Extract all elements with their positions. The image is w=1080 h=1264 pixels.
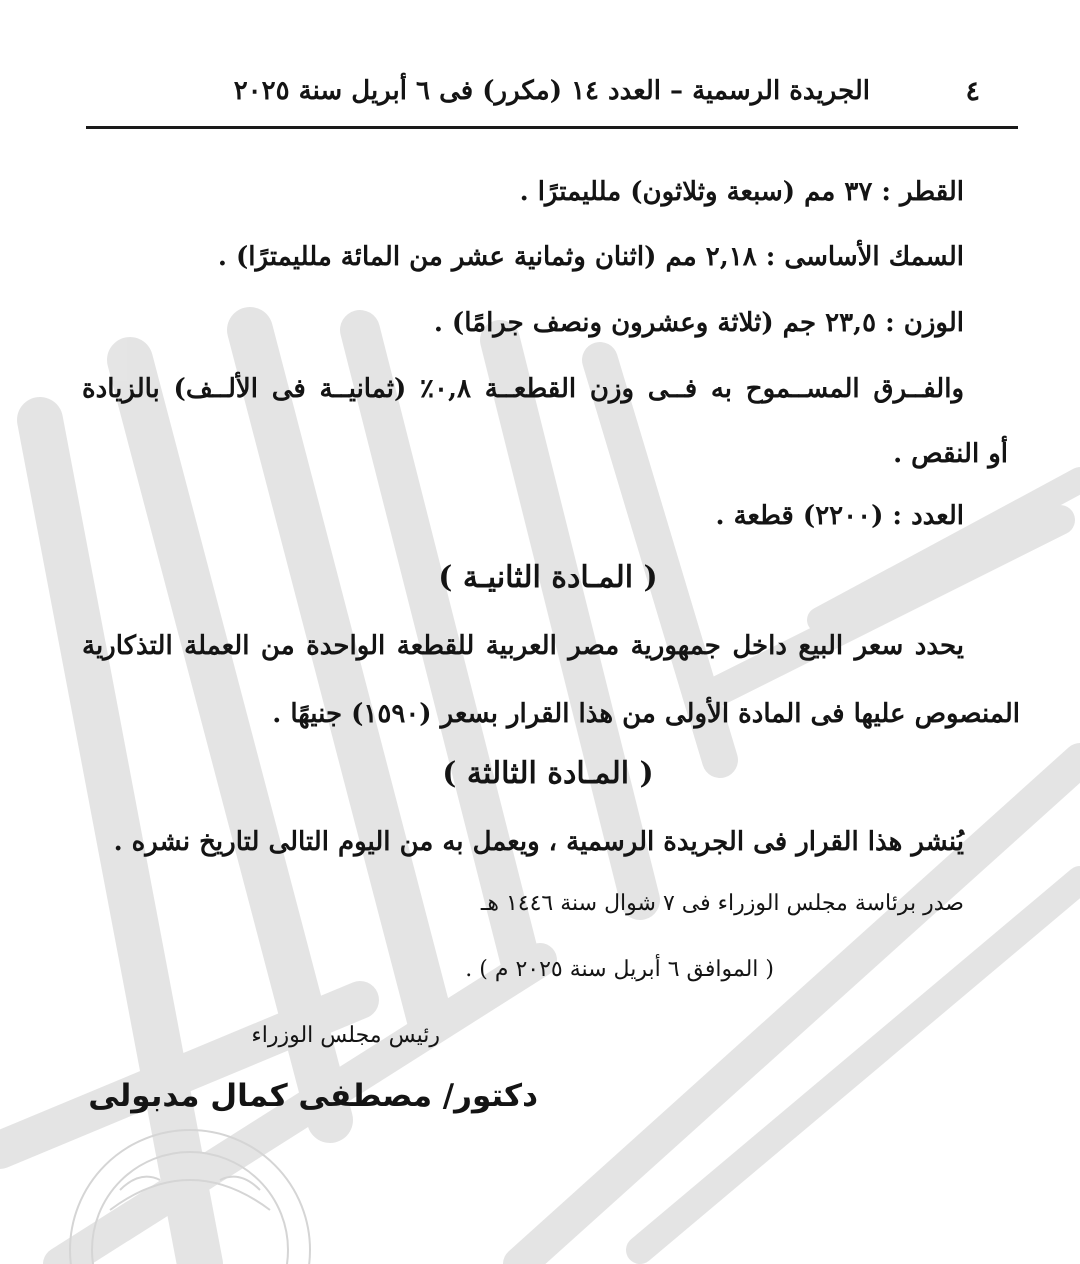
- signer-name: دكتور/ مصطفى كمال مدبولى: [88, 1078, 538, 1114]
- signer-title: رئيس مجلس الوزراء: [251, 1023, 440, 1048]
- article-3-text: يُنشر هذا القرار فى الجريدة الرسمية ، ويعمل به من اليوم التالى لتاريخ نشره .: [113, 827, 964, 857]
- spec-thickness: السمك الأساسى : ٢,١٨ مم (اثنان وثمانية عشر من المائة ملليمترًا) .: [217, 242, 964, 272]
- article-2-line-2: المنصوص عليها فى المادة الأولى من هذا القرار بسعر (١٥٩٠) جنيهًا .: [272, 699, 1020, 729]
- issuance-date-hijri: صدر برئاسة مجلس الوزراء فى ٧ شوال سنة ١٤٤٦ هـ: [480, 891, 964, 916]
- spec-tolerance-cont: أو النقص .: [893, 439, 1008, 469]
- issuance-date-gregorian: ( الموافق ٦ أبريل سنة ٢٠٢٥ م ) .: [465, 957, 774, 982]
- article-2-heading: ( المـادة الثانيـة ): [438, 560, 658, 595]
- gazette-header-title: الجريدة الرسمية – العدد ١٤ (مكرر) فى ٦ أبريل سنة ٢٠٢٥: [233, 76, 870, 106]
- article-2-line-1: يحدد سعر البيع داخل جمهورية مصر العربية للقطعة الواحدة من العملة التذكارية: [82, 631, 964, 661]
- spec-tolerance: والفــرق المســموح به فــى وزن القطعــة ٠,٨٪ (ثمانيــة فى الألــف) بالزيادة: [82, 374, 964, 404]
- spec-weight: الوزن : ٢٣,٥ جم (ثلاثة وعشرون ونصف جرامًا) .: [433, 308, 964, 338]
- page-header: [86, 70, 1018, 126]
- article-3-heading: ( المـادة الثالثة ): [442, 756, 654, 791]
- spec-diameter: القطر : ٣٧ مم (سبعة وثلاثون) ملليمترًا .: [519, 177, 964, 207]
- spec-count: العدد : (٢٢٠٠) قطعة .: [715, 501, 964, 531]
- page-number: ٤: [965, 76, 980, 107]
- header-divider: [86, 126, 1018, 129]
